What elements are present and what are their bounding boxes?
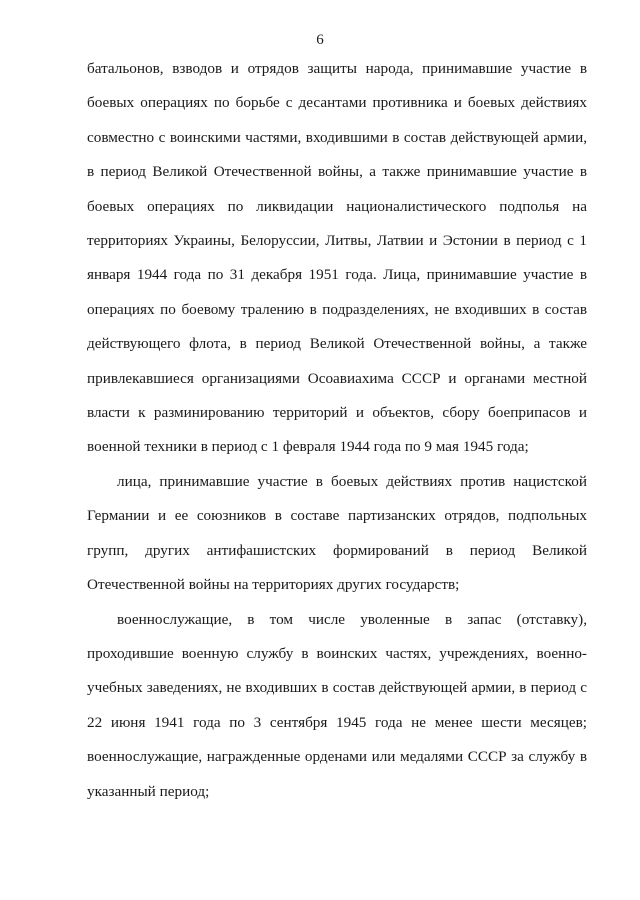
paragraph-3: военнослужащие, в том числе уволенные в запас (отставку), проходившие военную службу в воинских частях, учреждениях, военно-учебных заведениях, не входивших в состав действующей армии, в период с 22 июня 1941 года по 3 сентября 1945 года не менее шести месяцев; военнослужащие, награжденные орденами или медалями СССР за службу в указанный период; bbox=[87, 610, 587, 800]
paragraph-2: лица, принимавшие участие в боевых действиях против нацистской Германии и ее союзников в составе партизанских отрядов, подпольных групп, других антифашистских формирований в период Великой Отечественной войны на территориях других государств; bbox=[87, 472, 587, 594]
page-number: 6 bbox=[316, 32, 324, 48]
document-body bbox=[87, 52, 587, 809]
paragraph-1: батальонов, взводов и отрядов защиты народа, принимавшие участие в боевых операциях по борьбе с десантами противника и боевых действиях совместно с воинскими частями, входившими в состав действующей армии, в период Великой Отечественной войны, а также принимавшие участие в боевых операциях по ликвидации националистического подполья на территориях Украины, Белоруссии, Литвы, Латвии и Эстонии в период с 1 января 1944 года по 31 декабря 1951 года. Лица, принимавшие участие в операциях по боевому тралению в подразделениях, не входивших в состав действующего флота, в период Великой Отечественной войны, а также привлекавшиеся организациями Осоавиахима СССР и органами местной власти к разминированию территорий и объектов, сбору боеприпасов и военной техники в период с 1 февраля 1944 года по 9 мая 1945 года; bbox=[87, 60, 587, 456]
